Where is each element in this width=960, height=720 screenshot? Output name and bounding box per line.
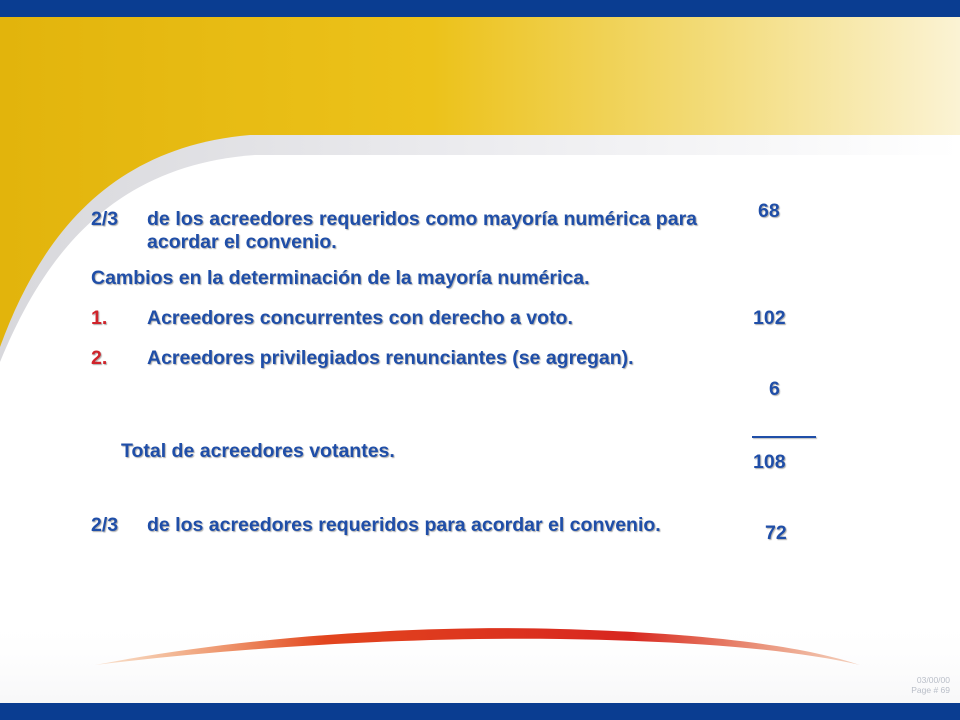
paragraph-body: de los acreedores requeridos como mayoría numérica para acordar el convenio. [147, 208, 697, 253]
list-item-body-2: Acreedores privilegiados renunciantes (se agregan). [147, 347, 634, 369]
list-marker-2: 2. [91, 347, 108, 369]
top-bar [0, 0, 960, 17]
value-108: 108 [753, 451, 786, 473]
footer-date: 03/00/00 [916, 675, 950, 685]
list-item-1 [91, 307, 697, 330]
bottom-bar [0, 703, 960, 720]
paragraph-two-thirds-required [91, 514, 697, 537]
paragraph-body: de los acreedores requeridos para acordar el convenio. [147, 514, 661, 536]
list-marker-1: 1. [91, 307, 108, 329]
fraction-label: 2/3 [91, 208, 119, 230]
paragraph-two-thirds-majority [91, 208, 697, 254]
value-68: 68 [758, 200, 780, 222]
paragraph-changes: Cambios en la determinación de la mayoría numérica. [91, 267, 590, 289]
footer-page-number: Page # 69 [911, 685, 950, 695]
paragraph-total-voters: Total de acreedores votantes. [121, 440, 395, 462]
value-72: 72 [765, 522, 787, 544]
list-item-body-1: Acreedores concurrentes con derecho a voto. [147, 307, 573, 329]
fraction-label: 2/3 [91, 514, 119, 536]
list-item-2 [91, 347, 697, 370]
slide-footer [911, 675, 950, 695]
sum-divider-line [752, 436, 816, 438]
value-102: 102 [753, 307, 786, 329]
value-6: 6 [769, 378, 780, 400]
